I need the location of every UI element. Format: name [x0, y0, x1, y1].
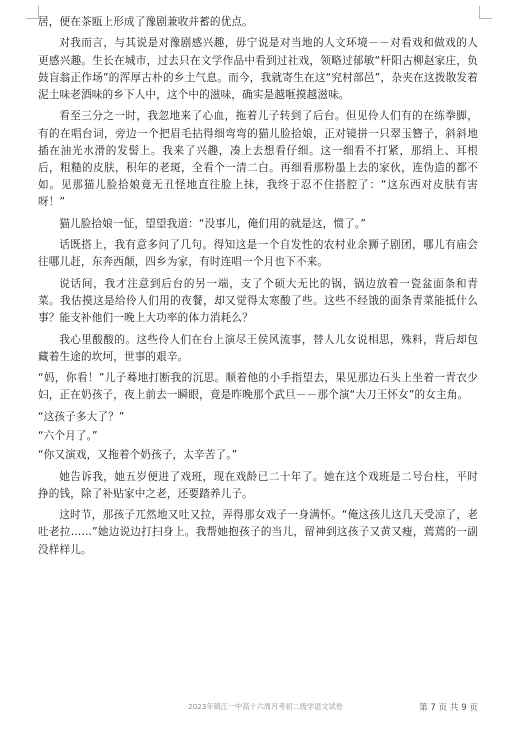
crop-mark-top-right — [479, 6, 492, 19]
paragraph-5: 话既搭上，我有意多问了几句。得知这是一个自发性的农村业余狮子剧团，哪儿有庙会往哪儿赶，东奔西颠，四乡为家，有时连唱一个月也下不来。 — [38, 239, 478, 269]
paragraph-8: “妈，你看！”儿子蓦地打断我的沉思。顺着他的小手指望去，果见那边石头上坐着一青衣少妇，正在奶孩子，夜上前去一瞬眼，竟是昨晚那个武旦－－那个演“大刀王怀女”的女主角。 — [38, 372, 478, 402]
dialogue-line-3: “你又演戏，又拖着个奶孩子，太辛苦了。” — [38, 449, 238, 462]
dialogue-line-1: “这孩子多大了？” — [38, 410, 125, 423]
page-number: 第 7 页 共 9 页 — [419, 703, 478, 713]
paragraph-13: 这时节，那孩子兀然地又吐又拉，弄得那女戏子一身满怀。“俺这孩儿这几天受凉了，老吐老拉……”她边说边打扫身上。我帮她抱孩子的当儿，留神到这孩子又黄又瘦，蔫蔫的一副没样样儿。 — [38, 509, 478, 556]
paragraph-4: 猫儿脸拾娘一怔，望望我道：“没事儿，俺们用的就是这，惯了。” — [59, 217, 366, 230]
paragraph-12: 她告诉我，她五岁便进了戏班，现在戏龄已二十年了。她在这个戏班是二号台柱，平时挣的钱，除了补贴家中之老，还要踏养儿子。 — [38, 470, 478, 500]
dialogue-line-2: “六个月了。” — [38, 429, 98, 442]
paragraph-1: 居，便在茶瓯上形成了豫剧兼收并蓄的优点。 — [38, 16, 253, 28]
paragraph-3: 看至三分之一时，我忽地来了心血，拖着儿子转到了后台。但见伶人们有的在练拳脚，有的在唱台词，旁边一个把眉毛拈得细弯弯的猫儿脸拾娘，正对镜拼一只翠玉簪子，斜斜地插在油光水滑的发髻上。我来了兴趣，凑上去想看仔细。这一细看不打紧，那绢上、耳根后，粗糙的皮肤，积年的老斑，全看个一清二白。再细看那粉墨上去的家伙，连伪造的都不如。见那猫儿脸拾娘竟无丑怪地直往脸上抹，我终于忍不住搭腔了：“这东西对皮肤有害呀！” — [38, 110, 478, 209]
exam-title: 2023年镇江一中高十六周月考初二级学语文试卷 — [188, 702, 343, 711]
paragraph-7: 我心里酸酸的。这些伶人们在台上演尽王侯风流事，替人儿女说相思，殊料，背后却包藏着生途的坎坷，世事的艰辛。 — [38, 333, 478, 363]
paragraph-2: 对我而言，与其说是对豫剧感兴趣，毋宁说是对当地的人文环境－－对看戏和做戏的人更感兴趣。生长在城市，过去只在文学作品中看到过社戏，领略过郁敏“杆阳古柳赵家庄，负鼓盲翁正作场”的浑厚古朴的乡土气息。而今，我就寄生在这“究村部邑”，杂夹在这拨散发着泥土味老酒味的乡下人中，这个中的滋味，确实是越咂摸越滋味。 — [38, 37, 478, 101]
paragraph-6: 说话间，我才注意到后台的另一端，支了个硕大无比的锅，锅边放着一瓷盆面条和青菜。我估摸这是给伶人们用的夜餐，却又觉得太寒酸了些。这些不经饿的面条青菜能抵什么事？能支补他们一晚上大功率的体力消耗么？ — [38, 277, 478, 325]
document-body — [38, 14, 478, 563]
